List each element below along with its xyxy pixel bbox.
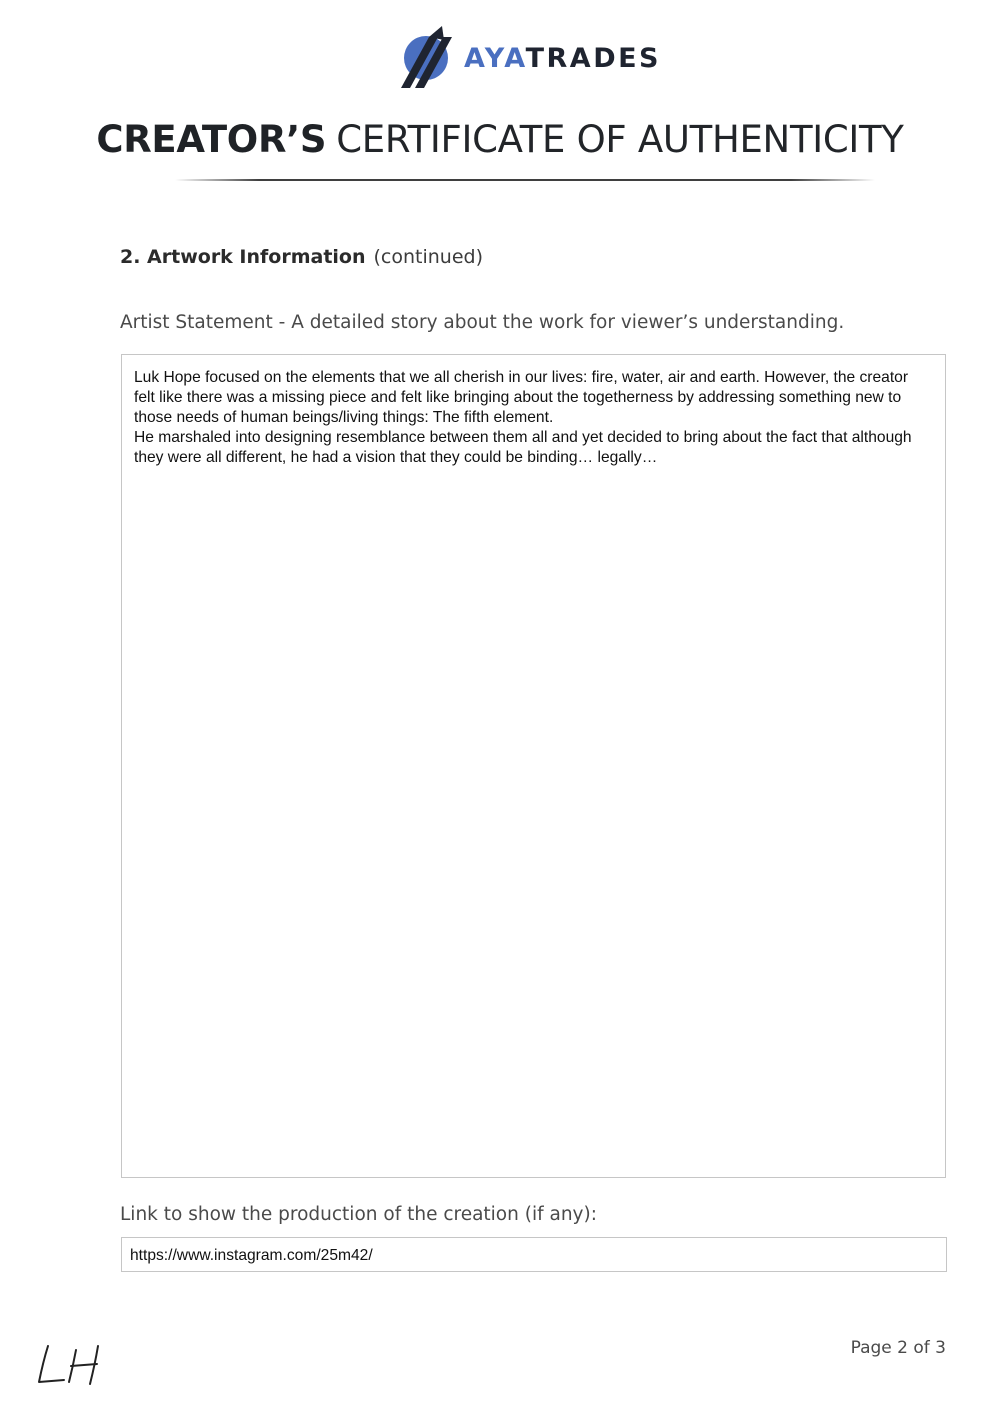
certificate-title-rest: CERTIFICATE OF AUTHENTICITY xyxy=(336,118,904,161)
production-link-field[interactable]: https://www.instagram.com/25m42/ xyxy=(121,1237,947,1272)
logo-wordmark-trades: TRADES xyxy=(525,42,661,74)
artist-statement-field[interactable] xyxy=(121,354,946,1178)
artist-statement-label: Artist Statement - A detailed story about the work for viewer’s understanding. xyxy=(120,312,845,333)
artist-statement-paragraph-1: Luk Hope focused on the elements that we all cherish in our lives: fire, water, air and earth. However, the creator felt like there was a missing piece and felt like bringing about the togetherness by addressing something new to those needs of human beings/living things: The fifth element. xyxy=(134,369,909,426)
ayatrades-logo xyxy=(398,24,661,92)
certificate-title-bold: CREATOR’S xyxy=(96,118,327,161)
section-subtitle: (continued) xyxy=(373,246,484,268)
section-title: 2. Artwork Information xyxy=(120,246,366,268)
signature-initials xyxy=(34,1342,104,1388)
logo-wordmark xyxy=(464,43,661,74)
logo-wordmark-aya: AYA xyxy=(464,42,526,74)
section-heading xyxy=(120,246,483,268)
artist-statement-paragraph-2: He marshaled into designing resemblance between them all and yet decided to bring about the fact that although they were all different, he had a vision that they could be binding… legally… xyxy=(134,429,912,466)
ayatrades-logo-icon xyxy=(398,24,454,92)
production-link-label: Link to show the production of the creation (if any): xyxy=(120,1204,597,1225)
title-divider xyxy=(175,179,875,181)
page-number: Page 2 of 3 xyxy=(850,1338,946,1358)
certificate-title xyxy=(0,118,1000,161)
